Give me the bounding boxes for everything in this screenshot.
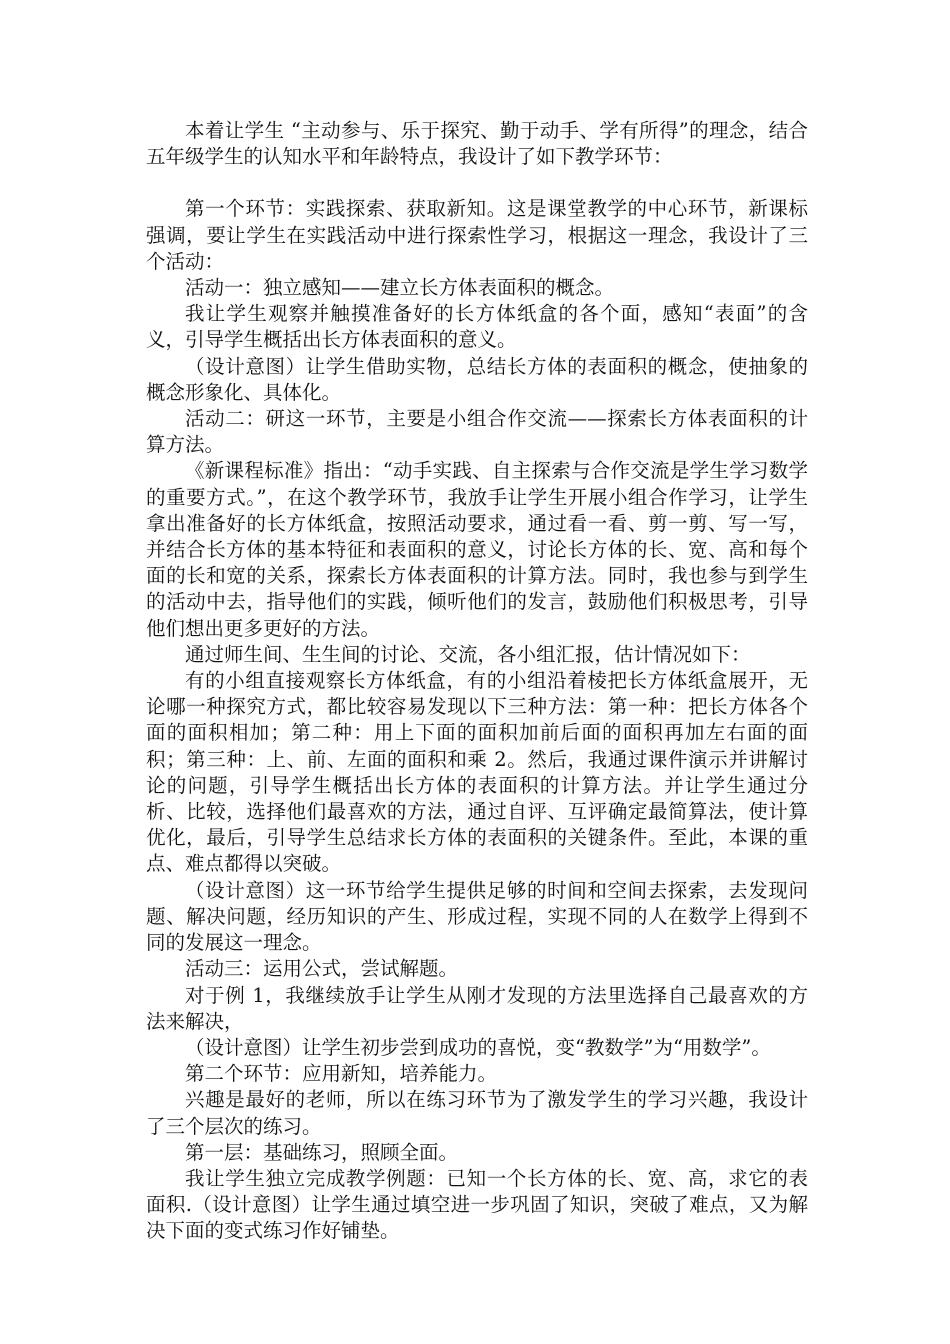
paragraph-activity-one: 活动一：独立感知——建立长方体表面积的概念。 xyxy=(185,276,615,300)
paragraph-discussion: 通过师生间、生生间的讨论、交流，各小组汇报，估计情况如下： xyxy=(185,642,751,666)
paragraph-stage-one: 第一个环节：实践探索、获取新知。这是课堂教学的中心环节，新课标强调，要让学生在实践活动中进行探索性学习，根据这一理念，我设计了三个活动： xyxy=(146,197,808,273)
paragraph-activity-three: 活动三：运用公式，尝试解题。 xyxy=(185,957,459,981)
paragraph-design-intent-1: （设计意图）让学生借助实物，总结长方体的表面积的概念，使抽象的概念形象化、具体化。 xyxy=(146,354,808,404)
paragraph-design-intent-3: （设计意图）让学生初步尝到成功的喜悦，变“教数学”为“用数学”。 xyxy=(185,1035,771,1059)
document-page xyxy=(146,118,808,1245)
paragraph-example-one: 对于例 1，我继续放手让学生从刚才发现的方法里选择自己最喜欢的方法来解决， xyxy=(146,983,808,1033)
paragraph-basic-exercise: 我让学生独立完成教学例题：已知一个长方体的长、宽、高，求它的表面积.（设计意图）让学生通过填空进一步巩固了知识，突破了难点，又为解决下面的变式练习作好铺垫。 xyxy=(146,1166,808,1243)
paragraph-methods: 有的小组直接观察长方体纸盒，有的小组沿着棱把长方体纸盒展开，无论哪一种探究方式，都比较容易发现以下三种方法：第一种：把长方体各个面的面积相加；第二种：用上下面的面积加前后面的面积再加左右面的面积；第三种：上、前、左面的面积和乘 2。然后，我通过课件演示并讲解讨论的问题，引导学生概括出长方体的表面积的计算方法。并让学生通过分析、比较，选择他们最喜欢的方法，通过自评、互评确定最简算法，使计算优化，最后，引导学生总结求长方体的表面积的关键条件。至此，本课的重点、难点都得以突破。 xyxy=(146,669,808,876)
paragraph-curriculum-standard: 《新课程标准》指出：“动手实践、自主探索与合作交流是学生学习数学的重要方式。”，在这个教学环节，我放手让学生开展小组合作学习，让学生拿出准备好的长方体纸盒，按照活动要求，通过看一看、剪一剪、写一写，并结合长方体的基本特征和表面积的意义，讨论长方体的长、宽、高和每个面的长和宽的关系，探索长方体表面积的计算方法。同时，我也参与到学生的活动中去，指导他们的实践，倾听他们的发言，鼓励他们积极思考，引导他们想出更多更好的方法。 xyxy=(146,459,808,640)
paragraph-design-intent-2: （设计意图）这一环节给学生提供足够的时间和空间去探索，去发现问题、解决问题，经历知识的产生、形成过程，实现不同的人在数学上得到不同的发展这一理念。 xyxy=(146,878,808,955)
paragraph-interest: 兴趣是最好的老师，所以在练习环节为了激发学生的学习兴趣，我设计了三个层次的练习。 xyxy=(146,1088,808,1138)
paragraph-stage-two: 第二个环节：应用新知，培养能力。 xyxy=(185,1062,498,1086)
paragraph-observe: 我让学生观察并触摸准备好的长方体纸盒的各个面，感知“表面”的含义，引导学生概括出长方体表面积的意义。 xyxy=(146,302,808,352)
paragraph-activity-two: 活动二：研这一环节，主要是小组合作交流——探索长方体表面积的计算方法。 xyxy=(146,407,808,457)
paragraph-intro: 本着让学生 “主动参与、乐于探究、勤于动手、学有所得”的理念，结合五年级学生的认知水平和年龄特点，我设计了如下教学环节： xyxy=(146,119,808,169)
paragraph-level-one: 第一层：基础练习，照顾全面。 xyxy=(185,1140,459,1164)
